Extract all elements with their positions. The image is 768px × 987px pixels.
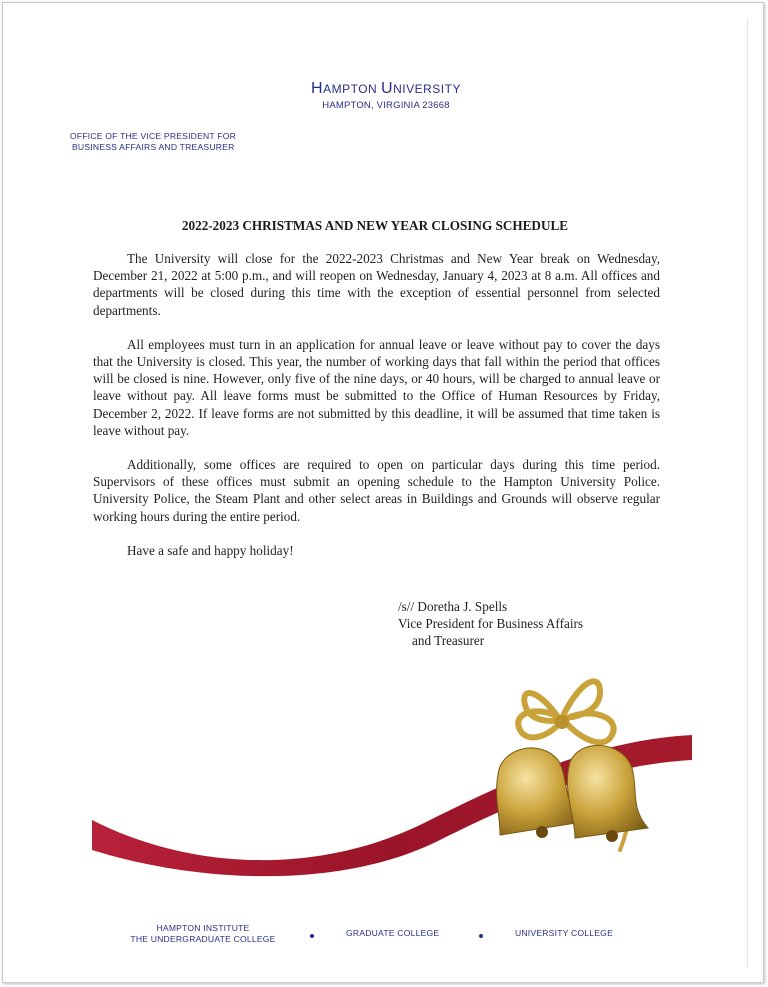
signature-name: /s// Doretha J. Spells <box>398 599 508 614</box>
signature-title-cont: and Treasurer <box>412 633 485 649</box>
letter-title: 2022-2023 CHRISTMAS AND NEW YEAR CLOSING SCHEDULE <box>181 218 569 233</box>
footer-item-1-line-1: HAMPTON INSTITUTE <box>156 923 250 933</box>
footer-separator-dot <box>310 934 314 938</box>
office-line-1: OFFICE OF THE VICE PRESIDENT FOR <box>70 131 237 141</box>
paragraph: Have a safe and happy holiday! <box>127 542 294 558</box>
office-line-2: BUSINESS AFFAIRS AND TREASURER <box>72 142 235 152</box>
paragraph: The University will close for the 2022-2023 Christmas and New Year break on Wednesday, December 21, 2022 at 5:00 p.m., and will reopen on Wednesday, January 4, 2023 at 8 a.m. All offices and departments will be closed during this time with the exception of essential personnel from selected departments. <box>93 251 660 318</box>
signature-title: Vice President for Business Affairs <box>398 616 584 632</box>
paragraph: Additionally, some offices are required to open on particular days during this time period. Supervisors of these offices must submit an opening schedule to the Hampton University Police. University Police, the Steam Plant and other select areas in Buildings and Grounds will observe regular working hours during the entire period. <box>93 457 660 524</box>
university-name-initial-u: U <box>381 80 394 97</box>
university-name-part-b: NIVERSITY <box>393 82 461 96</box>
paragraph: All employees must turn in an application for annual leave or leave without pay to cover the days that the University is closed. This year, the number of working days that fall within the period that offices will be closed is nine. However, only five of the nine days, or 40 hours, will be charged to annual leave or leave without pay. All leave forms must be submitted to the Office of Human Resources by Friday, December 2, 2022. If leave forms are not submitted by this deadline, it will be assumed that time taken is leave without pay. <box>93 336 660 438</box>
footer-graduate-college: GRADUATE COLLEGE <box>346 928 440 938</box>
university-name-initial-h: H <box>311 80 324 97</box>
footer-undergraduate-college <box>124 923 282 945</box>
university-address: HAMPTON, VIRGINIA 23668 <box>322 100 450 111</box>
university-name-part-a: AMPTON <box>323 82 382 96</box>
footer-separator-dot <box>479 934 483 938</box>
bow-knot <box>555 715 569 729</box>
footer-university-college: UNIVERSITY COLLEGE <box>515 928 614 938</box>
footer-item-1-line-2: THE UNDERGRADUATE COLLEGE <box>130 934 276 944</box>
